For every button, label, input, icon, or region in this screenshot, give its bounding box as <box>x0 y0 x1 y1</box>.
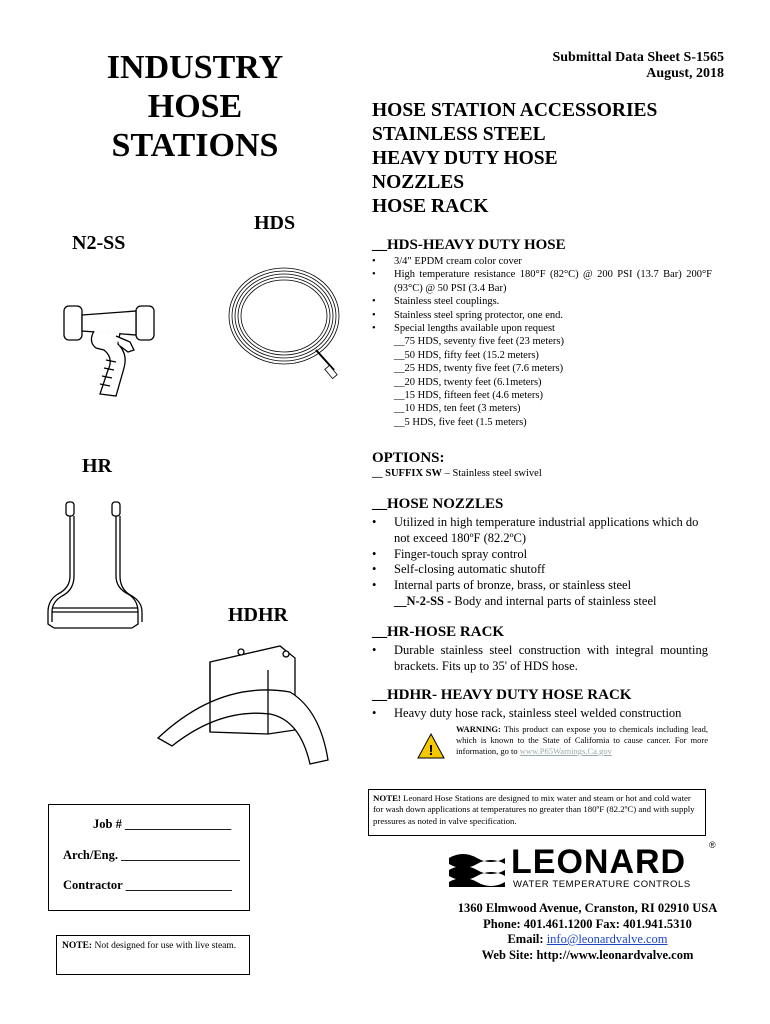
hose-coil-image <box>216 258 356 383</box>
list-item: • Stainless steel spring protector, one end. <box>372 309 712 322</box>
submittal-date: August, 2018 <box>646 66 724 81</box>
length-option: __5 HDS, five feet (1.5 meters) <box>394 416 527 428</box>
warning-text <box>456 724 708 757</box>
email-line <box>440 932 735 948</box>
heading-2: STAINLESS STEEL <box>372 124 546 145</box>
warning-icon <box>416 732 446 760</box>
email-link[interactable]: info@leonardvalve.com <box>546 932 668 946</box>
heavy-duty-hose-rack-image <box>150 640 350 772</box>
title-line-3: STATIONS <box>111 127 279 164</box>
hdhr-bullets <box>372 706 712 722</box>
options-suffix: __ SUFFIX SW <box>372 468 443 479</box>
hds-heading: __HDS-HEAVY DUTY HOSE <box>372 237 566 253</box>
website[interactable]: Web Site: http://www.leonardvalve.com <box>481 947 694 962</box>
address: 1360 Elmwood Avenue, Cranston, RI 02910 USA <box>457 901 718 915</box>
hds-section <box>372 237 712 429</box>
nozzles-bullets <box>372 515 710 594</box>
job-info-box <box>48 804 250 911</box>
warning-body: This product can expose you to chemicals including lead, which is known to the State of California to cause cancer. For more information, go to <box>456 724 708 756</box>
hr-section <box>372 624 708 675</box>
options-text: – Stainless steel swivel <box>442 468 542 479</box>
length-option: __20 HDS, twenty feet (6.1meters) <box>394 376 542 388</box>
nozzle-model-line <box>372 594 710 610</box>
leonard-logo <box>447 840 722 892</box>
list-item: • Durable stainless steel construction with integral mounting brackets. Fits up to 35' of HDS hose. <box>372 643 708 675</box>
product-headings <box>372 99 657 219</box>
steam-note-label: NOTE: <box>62 941 93 951</box>
list-item: • Special lengths available upon request <box>372 322 712 335</box>
page-title <box>90 48 300 165</box>
warning-label: WARNING: <box>456 724 501 734</box>
list-item: • Stainless steel couplings. <box>372 295 712 308</box>
list-item: • Internal parts of bronze, brass, or stainless steel <box>372 578 710 594</box>
list-item: • High temperature resistance 180°F (82°C) @ 200 PSI (13.7 Bar) 200°F (93°C) @ 50 PSI (3.4 Bar) <box>372 268 712 295</box>
hr-bullets <box>372 643 708 675</box>
hdhr-section <box>372 687 712 722</box>
nozzle-model: __N-2-SS - <box>394 593 452 608</box>
svg-text:!: ! <box>428 742 434 759</box>
wave-logo-icon <box>447 848 505 888</box>
length-option: __10 HDS, ten feet (3 meters) <box>394 403 521 415</box>
list-item: • 3/4" EPDM cream color cover <box>372 255 712 268</box>
note-box <box>368 789 706 836</box>
options-line <box>372 467 712 480</box>
contact-info <box>440 901 735 963</box>
note-text: Leonard Hose Stations are designed to mix water and steam or hot and cold water for wash down applications at temperatures no greater than 180ºF (82.2ºC) and with supply pressures as noted in valve specification. <box>373 793 695 826</box>
nozzle-image <box>58 298 168 403</box>
logo-registered: ® <box>709 840 716 850</box>
length-option: __15 HDS, fifteen feet (4.6 meters) <box>394 390 543 402</box>
hds-lengths <box>372 335 712 429</box>
heading-4: NOZZLES <box>372 172 465 193</box>
heading-3: HEAVY DUTY HOSE <box>372 148 558 169</box>
submittal-info <box>552 50 724 82</box>
label-hds: HDS <box>254 212 296 234</box>
options-heading: OPTIONS: <box>372 450 445 466</box>
job-field[interactable]: Job # _________________ <box>93 817 232 831</box>
heading-5: HOSE RACK <box>372 196 489 217</box>
hose-rack-image <box>42 498 152 638</box>
list-item: • Self-closing automatic shutoff <box>372 562 710 578</box>
list-item: • Finger-touch spray control <box>372 547 710 563</box>
title-line-1: INDUSTRY <box>106 49 284 86</box>
hr-heading: __HR-HOSE RACK <box>372 624 505 640</box>
nozzles-section <box>372 496 710 610</box>
list-item: • Heavy duty hose rack, stainless steel welded construction <box>372 706 712 722</box>
contractor-field[interactable]: Contractor _________________ <box>63 878 232 892</box>
submittal-number: Submittal Data Sheet S-1565 <box>552 50 724 65</box>
note-label: NOTE! <box>373 793 401 803</box>
label-n2ss: N2-SS <box>72 232 126 254</box>
logo-brand: LEONARD <box>511 843 687 881</box>
length-option: __25 HDS, twenty five feet (7.6 meters) <box>394 363 564 375</box>
length-option: __75 HDS, seventy five feet (23 meters) <box>394 336 564 348</box>
heading-1: HOSE STATION ACCESSORIES <box>372 100 658 121</box>
nozzle-model-text: Body and internal parts of stainless steel <box>451 593 657 608</box>
arch-eng-field[interactable]: Arch/Eng. ___________________ <box>63 848 240 862</box>
steam-note-text: Not designed for use with live steam. <box>92 941 237 951</box>
label-hr: HR <box>82 455 112 477</box>
nozzles-heading: __HOSE NOZZLES <box>372 496 504 512</box>
hds-bullets <box>372 255 712 335</box>
warning-link[interactable]: www.P65Warnings.Ca.gov <box>519 746 612 756</box>
label-hdhr: HDHR <box>228 604 288 626</box>
length-option: __50 HDS, fifty feet (15.2 meters) <box>394 349 539 361</box>
options-section <box>372 450 712 480</box>
phone-fax: Phone: 401.461.1200 Fax: 401.941.5310 <box>483 916 692 931</box>
steam-note-box <box>56 935 250 975</box>
email-label: Email: <box>507 932 547 946</box>
hdhr-heading: __HDHR- HEAVY DUTY HOSE RACK <box>372 687 632 703</box>
logo-tagline: WATER TEMPERATURE CONTROLS <box>513 879 691 890</box>
title-line-2: HOSE <box>147 88 243 125</box>
list-item: • Utilized in high temperature industrial applications which do not exceed 180ºF (82.2ºC) <box>372 515 710 547</box>
